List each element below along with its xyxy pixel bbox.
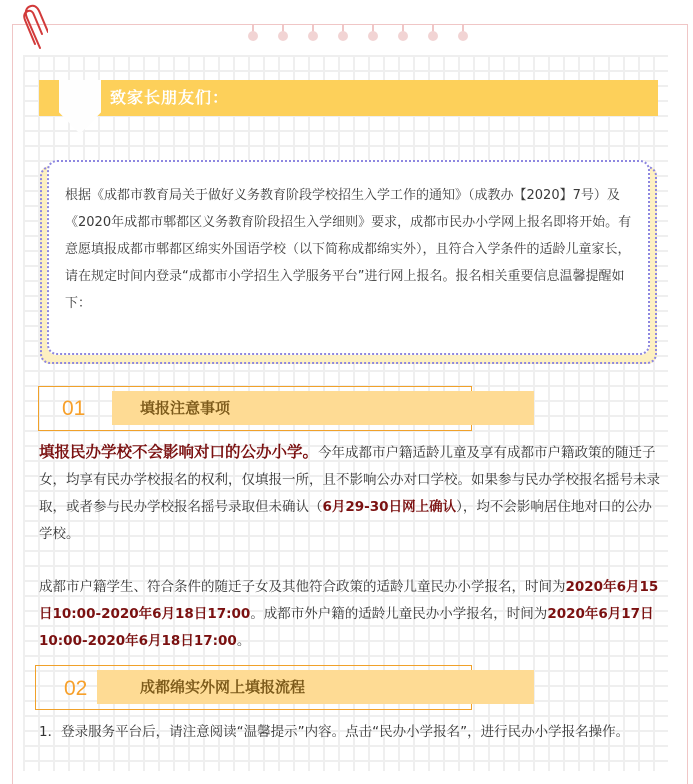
paragraph-text: 。成都市外户籍的适龄儿童民办小学报名，时间为	[250, 606, 548, 622]
paragraph-text: 今年成都市户籍适龄儿童及享有成都市户籍政策的随迁子女，均享有民办学校报名的权利，仅填报一所，且不影响公办对口学校。如果参与民办学校报名摇号未录取，或者参与民办学校报名摇号录取但未确认（	[39, 445, 660, 515]
section-01-number: 01	[62, 397, 86, 420]
dot-icon	[338, 24, 348, 42]
paragraph-text: 成都市户籍学生、符合条件的随迁子女及其他符合政策的适龄儿童民办小学报名，时间为	[39, 579, 566, 595]
dot-icon	[458, 24, 468, 42]
section-01-title: 填报注意事项	[140, 399, 231, 417]
section-02-number: 02	[64, 677, 88, 700]
page-title: 致家长朋友们：	[110, 88, 230, 107]
dot-icon	[278, 24, 288, 42]
paragraph-text: 。	[236, 633, 251, 649]
section-01-lead: 填报民办学校不会影响对口的公办小学。	[39, 443, 319, 461]
confirm-date: 6月29-30日网上确认	[322, 499, 457, 515]
section-01-paragraph-1	[39, 439, 661, 548]
paperclip-icon	[18, 4, 48, 50]
dot-icon	[428, 24, 438, 42]
local-registration-period: 2020年6月15日10:00-2020年6月18日17:00	[39, 579, 659, 622]
section-02-title: 成都绵实外网上填报流程	[140, 678, 306, 696]
paragraph-text: ），均不会影响居住地对口的公办学校。	[39, 499, 652, 542]
dot-icon	[368, 24, 378, 42]
intro-box	[47, 160, 650, 355]
nonlocal-registration-period: 2020年6月17日10:00-2020年6月18日17:00	[39, 606, 654, 649]
step-1-text: 1．登录服务平台后，请注意阅读“温馨提示”内容。点击“民办小学报名”，进行民办小学报名操作。	[39, 724, 630, 740]
intro-text: 根据《成都市教育局关于做好义务教育阶段学校招生入学工作的通知》（成教办【2020】7号）及《2020年成都市郫都区义务教育阶段招生入学细则》要求，成都市民办小学网上报名即将开始。有意愿填报成都市郫都区绵实外国语学校（以下简称成都绵实外），且符合入学条件的适龄儿童家长，请在规定时间内登录“成都市小学招生入学服务平台”进行网上报名。报名相关重要信息温馨提醒如下：	[65, 188, 632, 311]
binder-dots	[0, 24, 693, 44]
dot-icon	[248, 24, 258, 42]
section-01-paragraph-2	[39, 574, 661, 655]
dot-icon	[398, 24, 408, 42]
section-02-paragraph-1	[39, 719, 661, 746]
dot-icon	[308, 24, 318, 42]
